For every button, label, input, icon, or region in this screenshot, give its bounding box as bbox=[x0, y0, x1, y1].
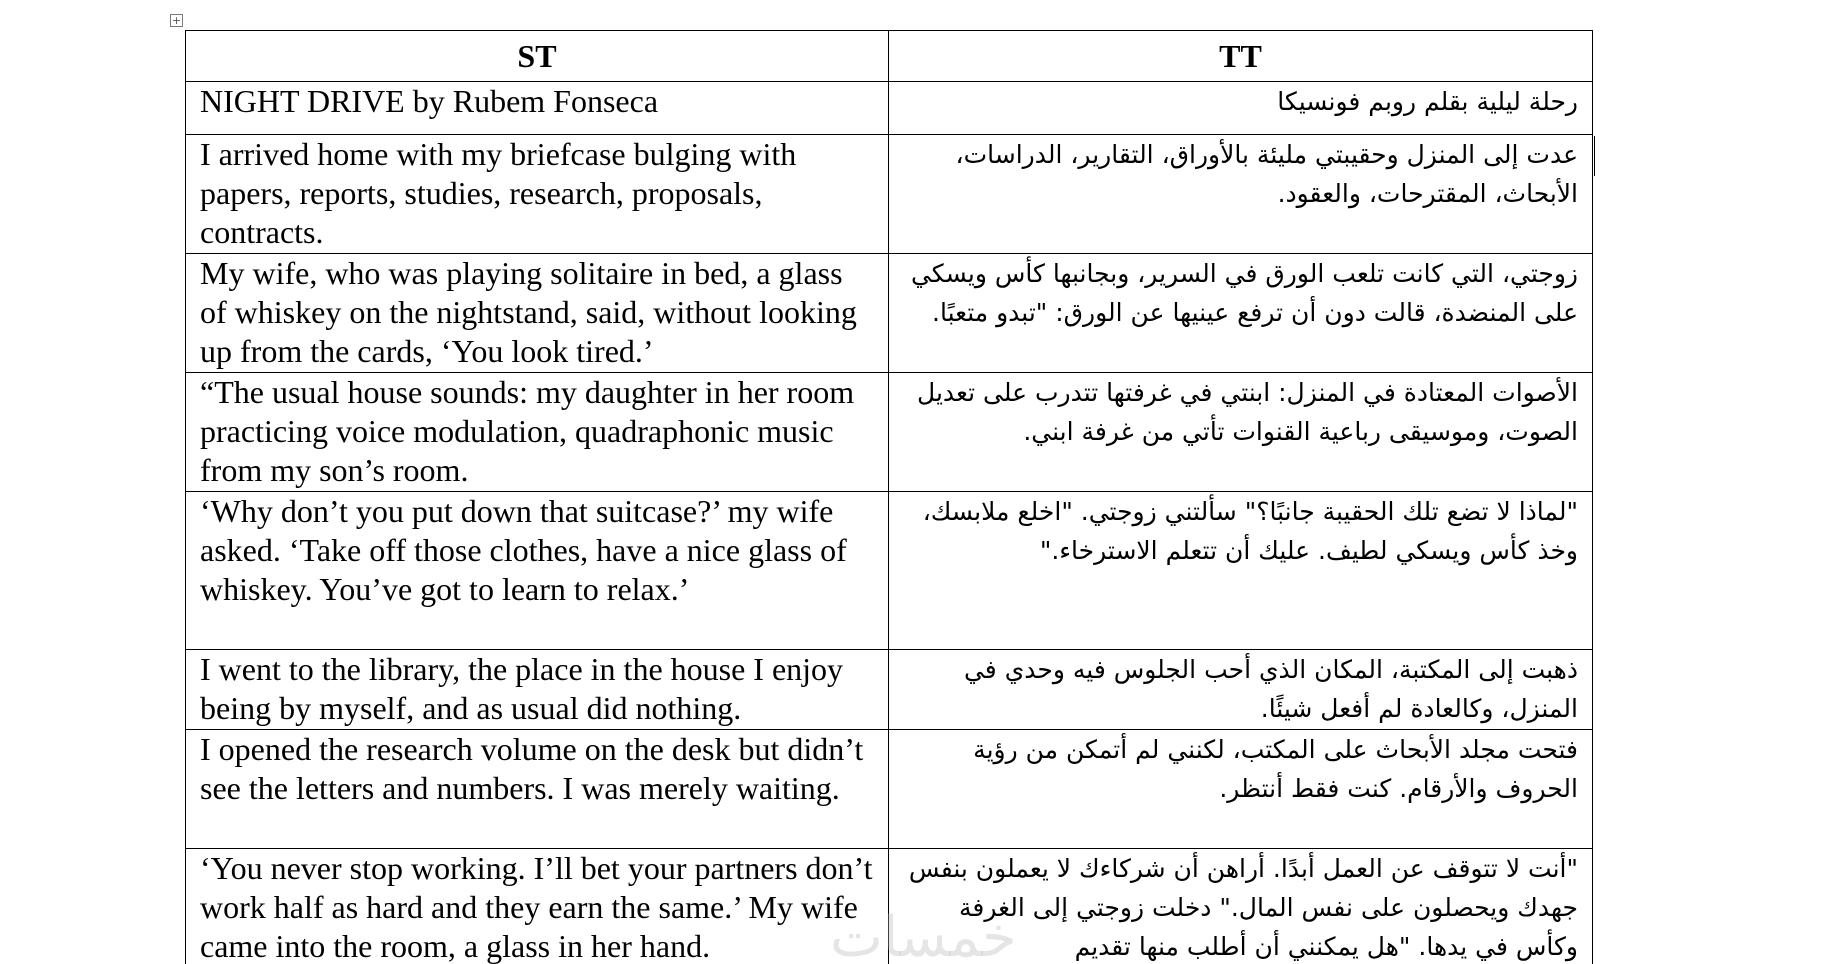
target-text-cell[interactable]: الأصوات المعتادة في المنزل: ابنتي في غرفتها تتدرب على تعديل الصوت، وموسيقى رباعية القنوات تأتي من غرفة ابني. bbox=[889, 373, 1593, 492]
table-row bbox=[186, 135, 1593, 254]
source-text-cell[interactable]: “The usual house sounds: my daughter in her room practicing voice modulation, quadraphonic music from my son’s room. bbox=[186, 373, 889, 492]
source-text-cell[interactable]: I went to the library, the place in the house I enjoy being by myself, and as usual did nothing. bbox=[186, 650, 889, 730]
source-text-cell[interactable]: ‘Why don’t you put down that suitcase?’ my wife asked. ‘Take off those clothes, have a nice glass of whiskey. You’ve got to learn to relax.’ bbox=[186, 492, 889, 650]
table-row bbox=[186, 730, 1593, 849]
target-text-cell[interactable]: "أنت لا تتوقف عن العمل أبدًا. أراهن أن شركاءك لا يعملون بنفس جهدك ويحصلون على نفس المال." دخلت زوجتي إلى الغرفة وكأس في يدها. "هل يمكنني أن أطلب منها تقديم bbox=[889, 849, 1593, 964]
source-text-cell[interactable]: ‘You never stop working. I’ll bet your partners don’t work half as hard and they earn the same.’ My wife came into the room, a glass in her hand. bbox=[186, 849, 889, 964]
target-text-cell[interactable]: رحلة ليلية بقلم روبم فونسيكا bbox=[889, 82, 1593, 135]
source-text-cell[interactable]: NIGHT DRIVE by Rubem Fonseca bbox=[186, 82, 889, 135]
header-st: ST bbox=[186, 31, 889, 82]
target-text-cell[interactable]: "لماذا لا تضع تلك الحقيبة جانبًا؟" سألتني زوجتي. "اخلع ملابسك، وخذ كأس ويسكي لطيف. عليك أن تتعلم الاسترخاء." bbox=[889, 492, 1593, 650]
table-row bbox=[186, 650, 1593, 730]
table-row bbox=[186, 373, 1593, 492]
watermark: خمسات bbox=[830, 905, 1017, 964]
source-text-cell[interactable]: I arrived home with my briefcase bulging with papers, reports, studies, research, proposals, contracts. bbox=[186, 135, 889, 254]
table-row bbox=[186, 492, 1593, 650]
table-header-row bbox=[186, 31, 1593, 82]
table-move-handle-icon[interactable]: + bbox=[171, 14, 182, 27]
text-cursor bbox=[1594, 136, 1595, 176]
table-row bbox=[186, 254, 1593, 373]
target-text-cell[interactable]: ذهبت إلى المكتبة، المكان الذي أحب الجلوس فيه وحدي في المنزل، وكالعادة لم أفعل شيئًا. bbox=[889, 650, 1593, 730]
target-text-cell[interactable]: زوجتي، التي كانت تلعب الورق في السرير، وبجانبها كأس ويسكي على المنضدة، قالت دون أن ترفع عينيها عن الورق: "تبدو متعبًا. bbox=[889, 254, 1593, 373]
target-text-cell[interactable]: عدت إلى المنزل وحقيبتي مليئة بالأوراق، التقارير، الدراسات، الأبحاث، المقترحات، والعقود. bbox=[889, 135, 1593, 254]
target-text-cell[interactable]: فتحت مجلد الأبحاث على المكتب، لكنني لم أتمكن من رؤية الحروف والأرقام. كنت فقط أنتظر. bbox=[889, 730, 1593, 849]
source-text-cell[interactable]: I opened the research volume on the desk but didn’t see the letters and numbers. I was merely waiting. bbox=[186, 730, 889, 849]
source-text-cell[interactable]: My wife, who was playing solitaire in bed, a glass of whiskey on the nightstand, said, without looking up from the cards, ‘You look tired.’ bbox=[186, 254, 889, 373]
header-tt: TT bbox=[889, 31, 1593, 82]
translation-table bbox=[185, 30, 1593, 964]
table-row bbox=[186, 82, 1593, 135]
